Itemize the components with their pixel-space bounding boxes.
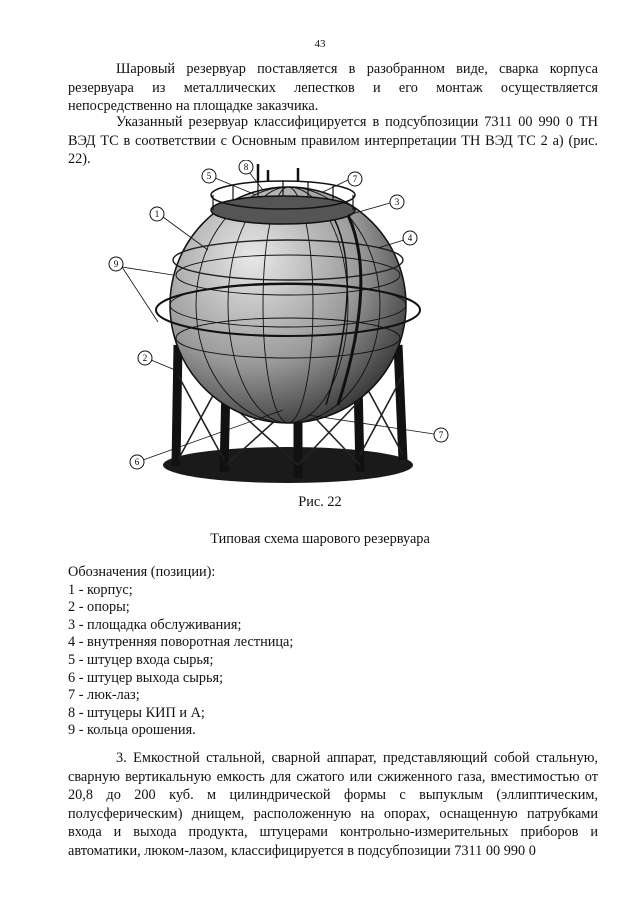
paragraph-1: Шаровый резервуар поставляется в разобранном виде, сварка корпуса резервуара из металлических лепестков и его монтаж осуществляется непосредственно на площадке заказчика. — [68, 61, 598, 114]
callout-3: 3 — [394, 197, 400, 207]
legend — [68, 564, 588, 740]
legend-item: 2 - опоры; — [68, 599, 130, 616]
callout-1: 1 — [154, 209, 160, 219]
callout-7-top: 7 — [352, 174, 358, 184]
legend-item: 6 - штуцер выхода сырья; — [68, 669, 224, 686]
callout-5: 5 — [206, 171, 212, 181]
callout-2: 2 — [142, 353, 148, 363]
callout-6: 6 — [134, 457, 140, 467]
legend-item: 5 - штуцер входа сырья; — [68, 651, 214, 668]
paragraph-3: 3. Емкостной стальной, сварной аппарат, представляющий собой стальную, сварную вертикальную емкость для сжатого или сжиженного газа, вместимостью от 20,8 до 200 куб. м цилиндрической формы с выпуклым (эллиптическим, полусферическим) днищем, расположенную на опорах, оснащенную патрубками входа и выхода продукта, штуцерами контрольно-измерительных приборов и автоматики, люком-лазом, классифицируется в подсубпозиции 7311 00 990 0 — [68, 750, 598, 859]
legend-item: 1 - корпус; — [68, 581, 133, 598]
legend-title: Обозначения (позиции): — [68, 564, 216, 580]
legend-item: 3 - площадка обслуживания; — [68, 616, 242, 633]
legend-item: 7 - люк-лаз; — [68, 687, 140, 704]
legend-item: 9 - кольца орошения. — [68, 722, 196, 739]
callout-4: 4 — [407, 233, 413, 243]
callout-9: 9 — [113, 259, 119, 269]
callout-7-bottom: 7 — [438, 430, 444, 440]
ground-shadow — [163, 447, 413, 483]
figure-label: Рис. 22 — [298, 494, 342, 510]
page-number: 43 — [314, 38, 326, 50]
legend-item: 4 - внутренняя поворотная лестница; — [68, 634, 294, 651]
service-platform — [211, 196, 355, 224]
paragraph-2: Указанный резервуар классифицируется в подсубпозиции 7311 00 990 0 ТН ВЭД ТС в соответствии с Основным правилом интерпретации ТН ВЭД ТС 2 а) (рис. 22). — [68, 114, 598, 167]
spherical-tank-figure — [108, 160, 458, 492]
figure-title: Типовая схема шарового резервуара — [210, 531, 430, 547]
legend-item: 8 - штуцеры КИП и А; — [68, 704, 205, 721]
callout-8: 8 — [243, 162, 249, 172]
